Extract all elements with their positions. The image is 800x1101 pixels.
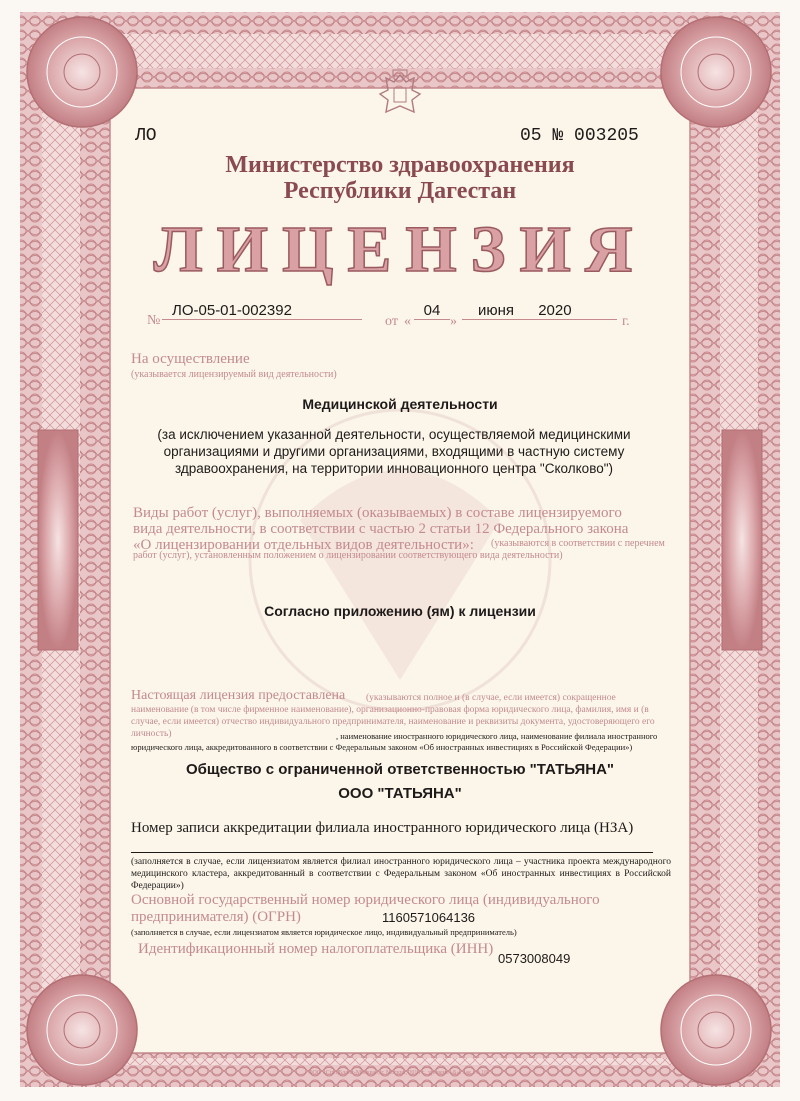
year-suffix: г. [622, 314, 630, 329]
quote-close: » [450, 314, 457, 329]
inn-value: 0573008049 [498, 951, 571, 966]
quote-open: « [404, 314, 411, 329]
ogrn-label-line-1: Основной государственный номер юридического лица (индивидуального [131, 892, 600, 908]
activity-label: На осуществление [131, 351, 250, 367]
ogrn-hint: (заполняется в случае, если лицензиатом является юридическое лицо, индивидуальный предприниматель) [131, 927, 517, 937]
date-from-label: от [385, 314, 398, 329]
works-value: Согласно приложению (ям) к лицензии [264, 603, 536, 619]
works-line-3: «О лицензировании отдельных видов деятельности»: [133, 537, 474, 553]
licensee-hint: (указываются полное и (в случае, если имеется) сокращенное наименование (в том числе фирменное наименование), организационно-правовая форма юридического лица, фамилия, имя и (в случае, если имеется) отчество индивидуального предпринимателя, наименование и реквизиты документа, удостоверяющего его личность) [131, 693, 655, 739]
blank-series [520, 126, 639, 146]
licensee-full-name: Общество с ограниченной ответственностью "ТАТЬЯНА" [185, 761, 615, 778]
licensee-short-name: ООО "ТАТЬЯНА" [338, 785, 462, 802]
ogrn-value: 1160571064136 [382, 910, 476, 925]
nza-hint: (заполняется в случае, если лицензиатом является филиал иностранного юридического лица – участника проекта международного медицинского кластера, аккредитованный в соответствии с Федеральным законом «Об иностранных инвестициях в Российской Федерации») [131, 857, 671, 891]
ministry-name [150, 152, 650, 204]
printer-imprint: ООО «СпецБланк-Москва», г. Москва, 2019 г., уровень «Б». Зак. № 167. [308, 1070, 492, 1076]
nza-label: Номер записи аккредитации филиала иностранного юридического лица (НЗА) [131, 820, 634, 836]
activity-hint: (указывается лицензируемый вид деятельности) [131, 369, 337, 380]
corner-rosette-icon [27, 975, 137, 1085]
corner-rosette-icon [661, 17, 771, 127]
series-prefix: ЛО [135, 126, 157, 146]
number-sign: № [552, 126, 564, 146]
series-number: 05 [520, 126, 542, 146]
activity-exception: (за исключением указанной деятельности, осуществляемой медицинскими организациями и другими организациями, входящими в частную систему здравоохранения, на территории инновационного центра "Сколково") [157, 427, 631, 476]
works-hint: (указываются в соответствии с перечнем работ (услуг), установленным положением о лицензировании соответствующего вида деятельности) [133, 538, 665, 561]
license-month: июня [478, 302, 515, 319]
ministry-line-1: Министерство здравоохранения [225, 152, 575, 178]
licensee-hint-extra: , наименование иностранного юридического лица, наименование филиала иностранного юридического лица, аккредитованного в соответствии с Федеральным законом «Об иностранных инвестициях в Российской Федерации») [131, 731, 658, 752]
corner-rosette-icon [661, 975, 771, 1085]
license-month-year [462, 302, 617, 320]
ogrn-label-line-2: предпринимателя) (ОГРН) [131, 909, 301, 925]
document-title: ЛИЦЕНЗИЯ [153, 213, 647, 286]
inn-label: Идентификационный номер налогоплательщика (ИНН) [138, 941, 494, 957]
blank-number: 003205 [574, 126, 639, 146]
works-line-2: вида деятельности, в соответствии с частью 2 статьи 12 Федерального закона [133, 521, 629, 537]
licensee-label: Настоящая лицензия предоставлена [131, 688, 346, 703]
works-line-1: Виды работ (услуг), выполняемых (оказываемых) в составе лицензируемого [133, 505, 622, 521]
activity-name: Медицинской деятельности [302, 396, 498, 412]
license-year: 2020 [538, 302, 572, 319]
corner-rosette-icon [27, 17, 137, 127]
nza-value-line [131, 852, 653, 853]
license-number: ЛО-05-01-002392 [162, 302, 362, 320]
license-number-label: № [147, 313, 161, 328]
ministry-line-2: Республики Дагестан [283, 178, 517, 204]
license-day: 04 [414, 302, 450, 320]
